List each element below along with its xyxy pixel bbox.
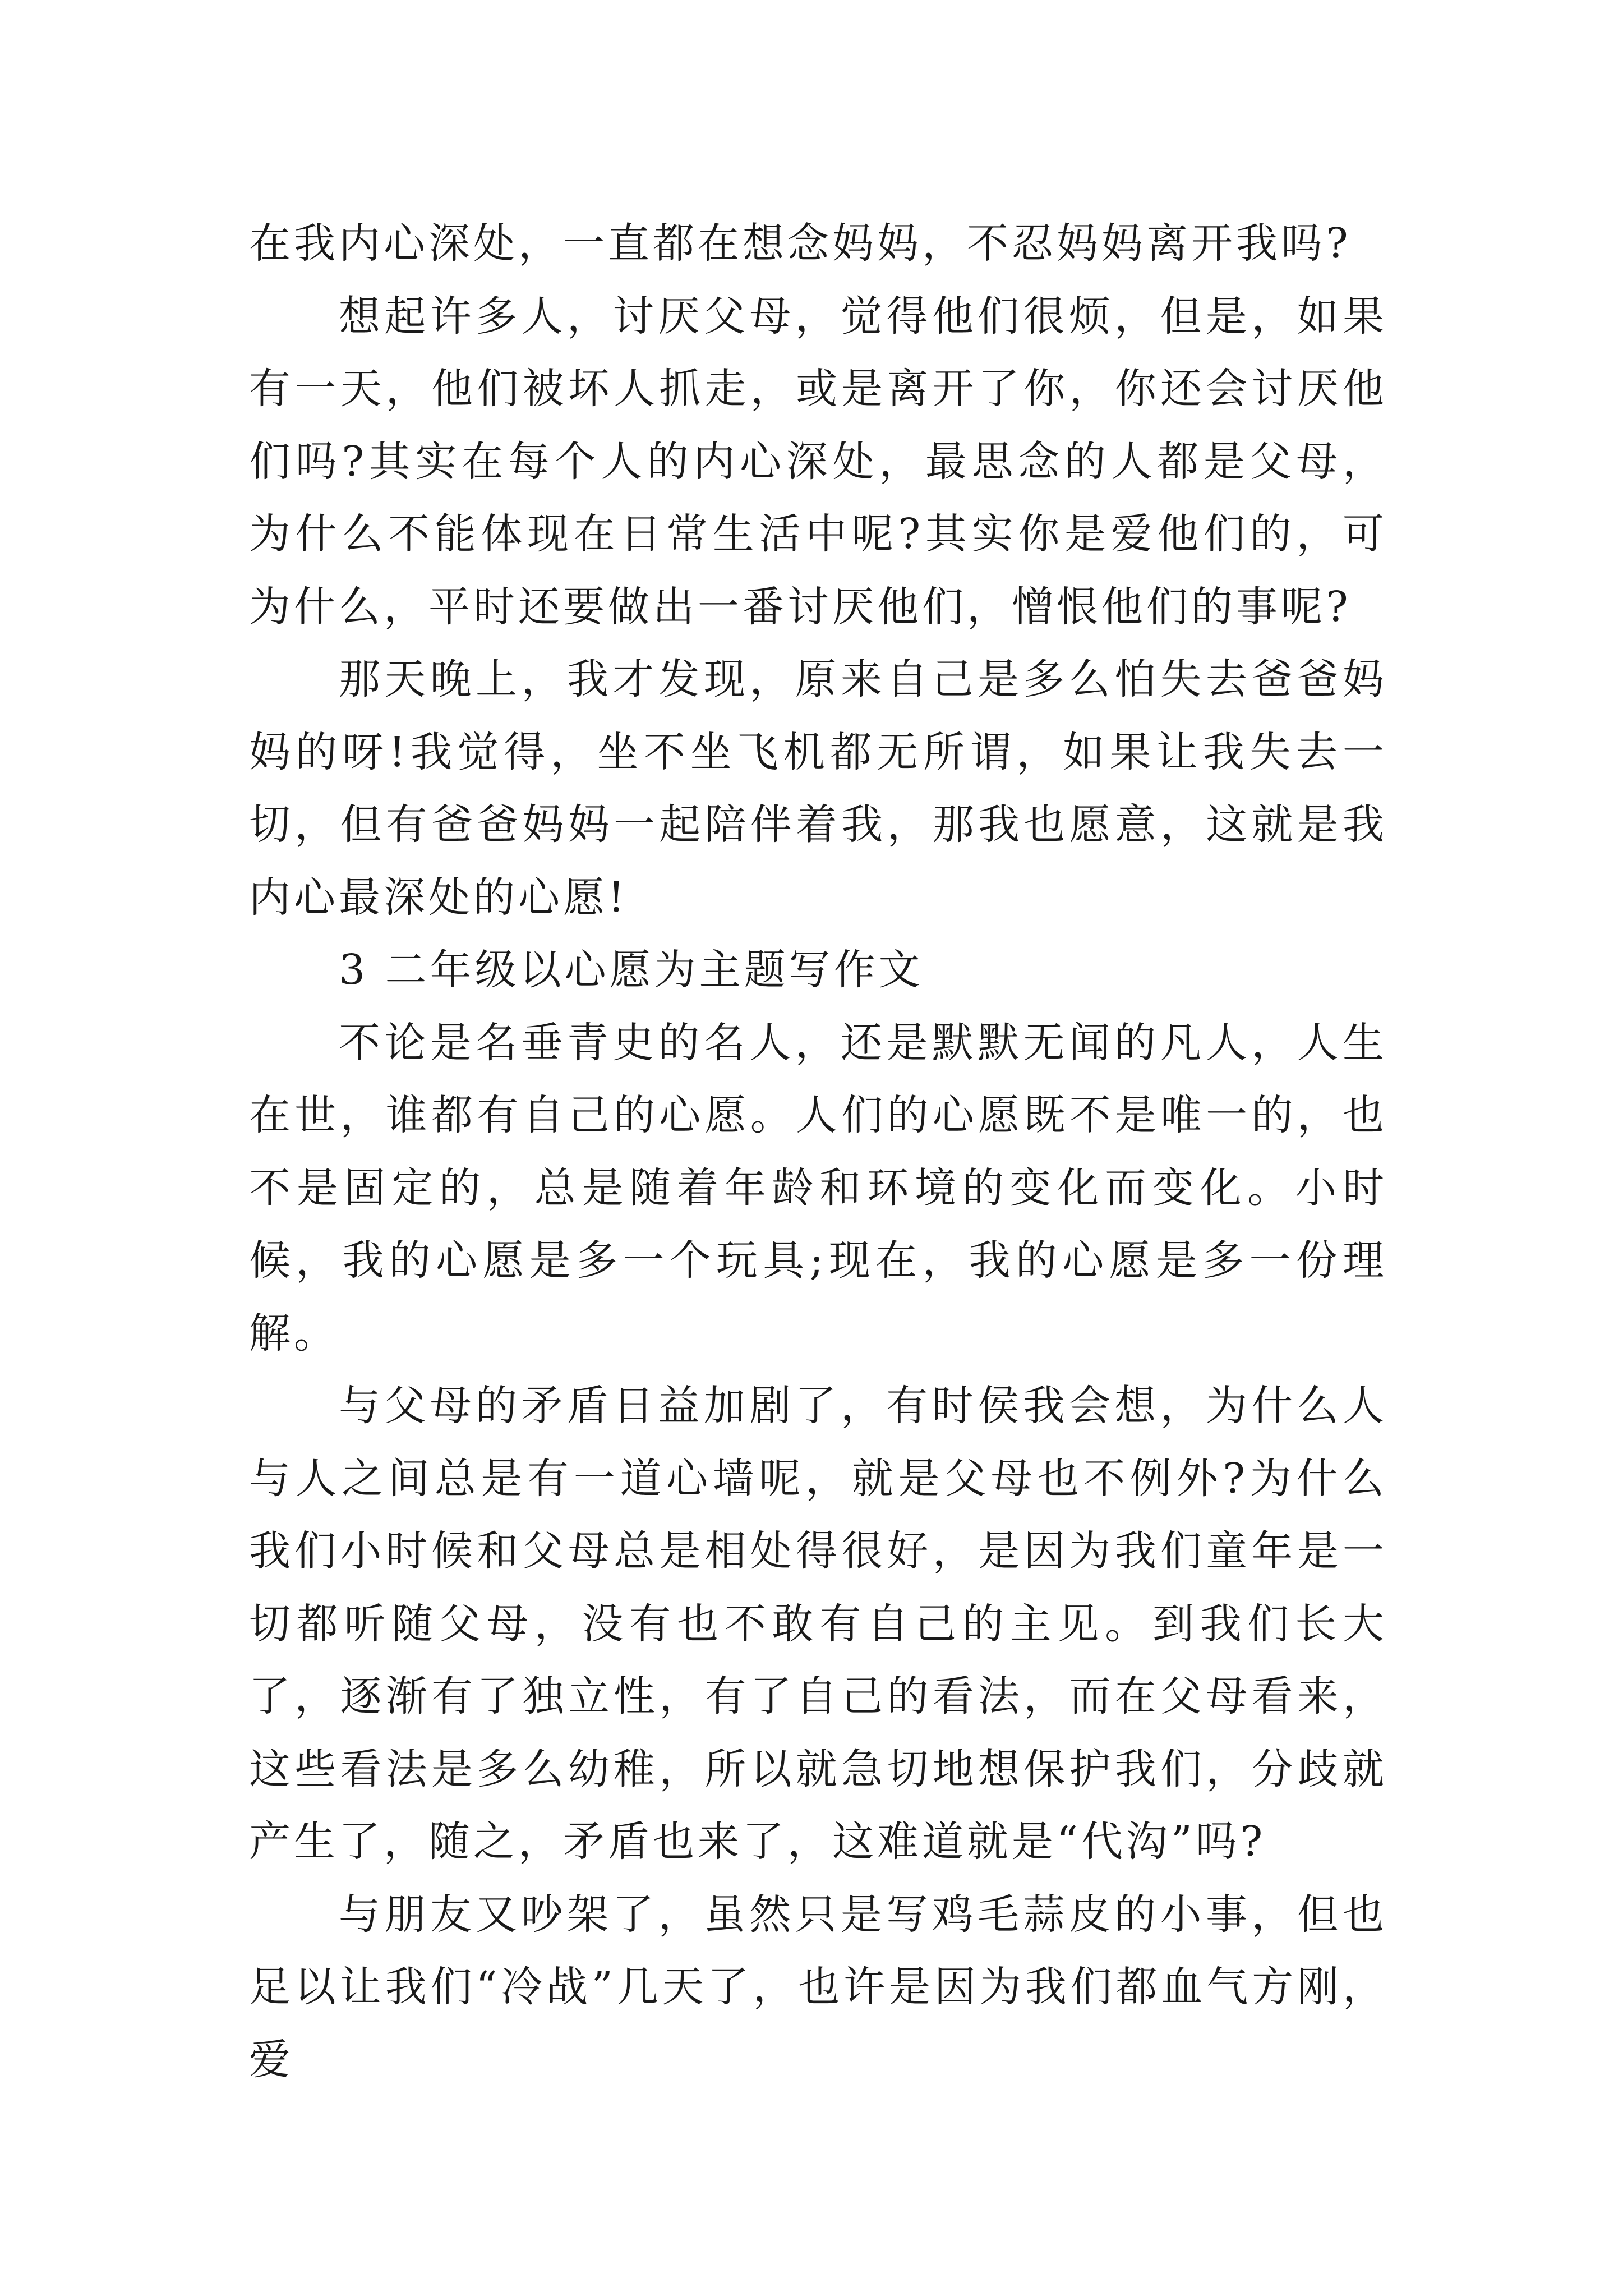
- paragraph-1: 在我内心深处，一直都在想念妈妈，不忍妈妈离开我吗?: [249, 219, 1352, 268]
- paragraph-2: 想起许多人，讨厌父母，觉得他们很烦，但是，如果有一天，他们被坏人抓走，或是离开了你，你还会讨厌他们吗?其实在每个人的内心深处，最思念的人都是父母，为什么不能体现在日常生活中呢?其实你是爱他们的，可为什么，平时还要做出一番讨厌他们，憎恨他们的事呢?: [249, 292, 1387, 631]
- paragraph-6: 与朋友又吵架了，虽然只是写鸡毛蒜皮的小事，但也足以让我们“冷战”几天了，也许是因为我们都血气方刚，爱: [249, 1890, 1387, 2084]
- paragraph-4: 不论是名垂青史的名人，还是默默无闻的凡人，人生在世，谁都有自己的心愿。人们的心愿既不是唯一的，也不是固定的，总是随着年龄和环境的变化而变化。小时候，我的心愿是多一个玩具;现在，我的心愿是多一份理解。: [249, 1018, 1387, 1358]
- paragraph-5: 与父母的矛盾日益加剧了，有时侯我会想，为什么人与人之间总是有一道心墙呢，就是父母也不例外?为什么我们小时候和父母总是相处得很好，是因为我们童年是一切都听随父母，没有也不敢有自己的主见。到我们长大了，逐渐有了独立性，有了自己的看法，而在父母看来，这些看法是多么幼稚，所以就急切地想保护我们，分歧就产生了，随之，矛盾也来了，这难道就是“代沟”吗?: [249, 1382, 1387, 1866]
- document-body: [249, 208, 1387, 2096]
- section-heading: 3 二年级以心愿为主题写作文: [339, 946, 924, 994]
- paragraph-3: 那天晚上，我才发现，原来自己是多么怕失去爸爸妈妈的呀!我觉得，坐不坐飞机都无所谓，如果让我失去一切，但有爸爸妈妈一起陪伴着我，那我也愿意，这就是我内心最深处的心愿!: [249, 655, 1387, 922]
